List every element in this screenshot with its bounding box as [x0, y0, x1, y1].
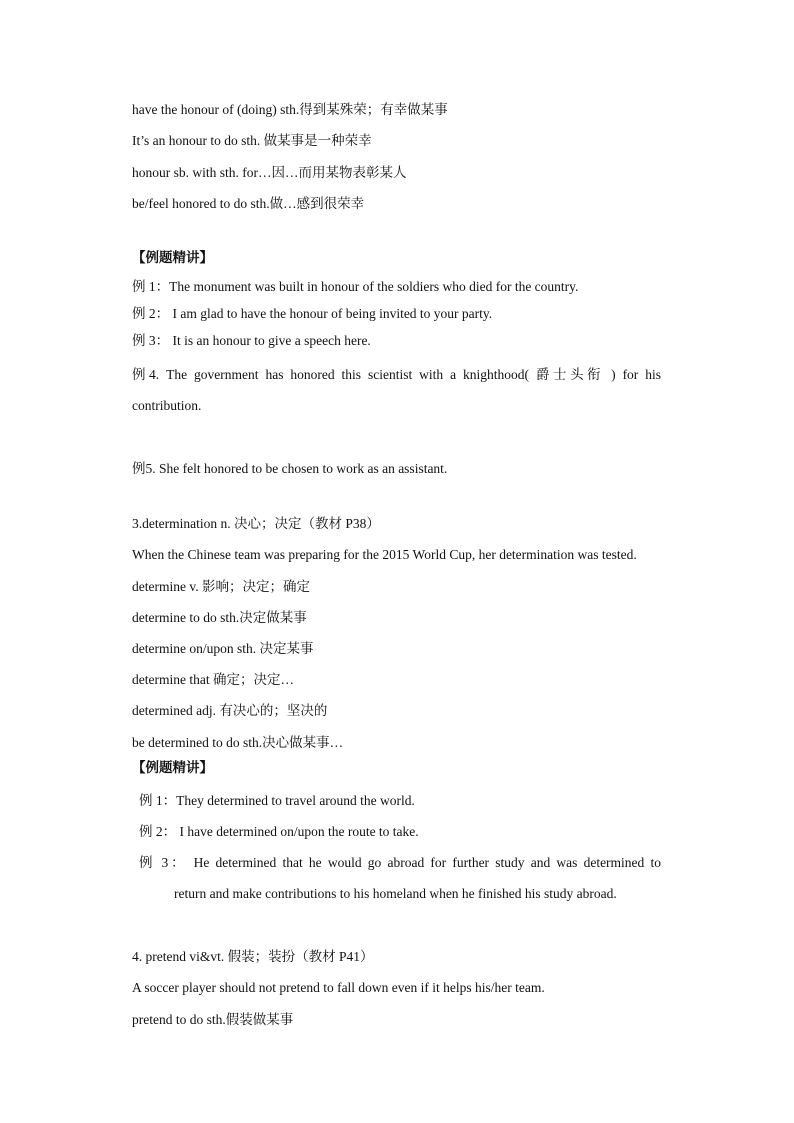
example-line: 例 1：The monument was built in honour of the soldiers who died for the country.: [132, 279, 579, 294]
example-line: 例5. She felt honored to be chosen to work as an assistant.: [132, 461, 448, 476]
examples-heading: 【例题精讲】: [132, 760, 213, 775]
section-heading: 4. pretend vi&vt. 假装；装扮（教材 P41）: [132, 949, 374, 964]
example-line-continuation: contribution.: [132, 398, 202, 413]
example-line: 例 3： It is an honour to give a speech here.: [132, 333, 371, 348]
phrase-line: be/feel honored to do sth.做…感到很荣幸: [132, 196, 365, 211]
example-line: 例 2： I have determined on/upon the route to take.: [139, 824, 419, 839]
phrase-line: It’s an honour to do sth. 做某事是一种荣幸: [132, 133, 372, 148]
examples-heading: 【例题精讲】: [132, 250, 213, 265]
textbook-sentence: When the Chinese team was preparing for the 2015 World Cup, her determination was tested.: [132, 547, 637, 562]
example-line: 例4. The government has honored this scientist with a knighthood( 爵士头衔 ) for his: [132, 367, 661, 382]
phrase-line: determine v. 影响；决定；确定: [132, 579, 310, 594]
phrase-line: honour sb. with sth. for…因…而用某物表彰某人: [132, 165, 407, 180]
textbook-sentence: A soccer player should not pretend to fall down even if it helps his/her team.: [132, 980, 545, 995]
phrase-line: determine that 确定；决定…: [132, 672, 294, 687]
example-line: 例 3： He determined that he would go abroad for further study and was determined to: [139, 855, 661, 870]
phrase-line: have the honour of (doing) sth.得到某殊荣；有幸做某事: [132, 102, 448, 117]
phrase-line: determine on/upon sth. 决定某事: [132, 641, 314, 656]
phrase-line: determine to do sth.决定做某事: [132, 610, 307, 625]
phrase-line: be determined to do sth.决心做某事…: [132, 735, 344, 750]
phrase-line: pretend to do sth.假装做某事: [132, 1012, 294, 1027]
example-line: 例 2： I am glad to have the honour of being invited to your party.: [132, 306, 493, 321]
phrase-line: determined adj. 有决心的；坚决的: [132, 703, 328, 718]
example-line-continuation: return and make contributions to his homeland when he finished his study abroad.: [174, 886, 617, 901]
section-heading: 3.determination n. 决心；决定（教材 P38）: [132, 516, 380, 531]
example-line: 例 1：They determined to travel around the world.: [139, 793, 415, 808]
